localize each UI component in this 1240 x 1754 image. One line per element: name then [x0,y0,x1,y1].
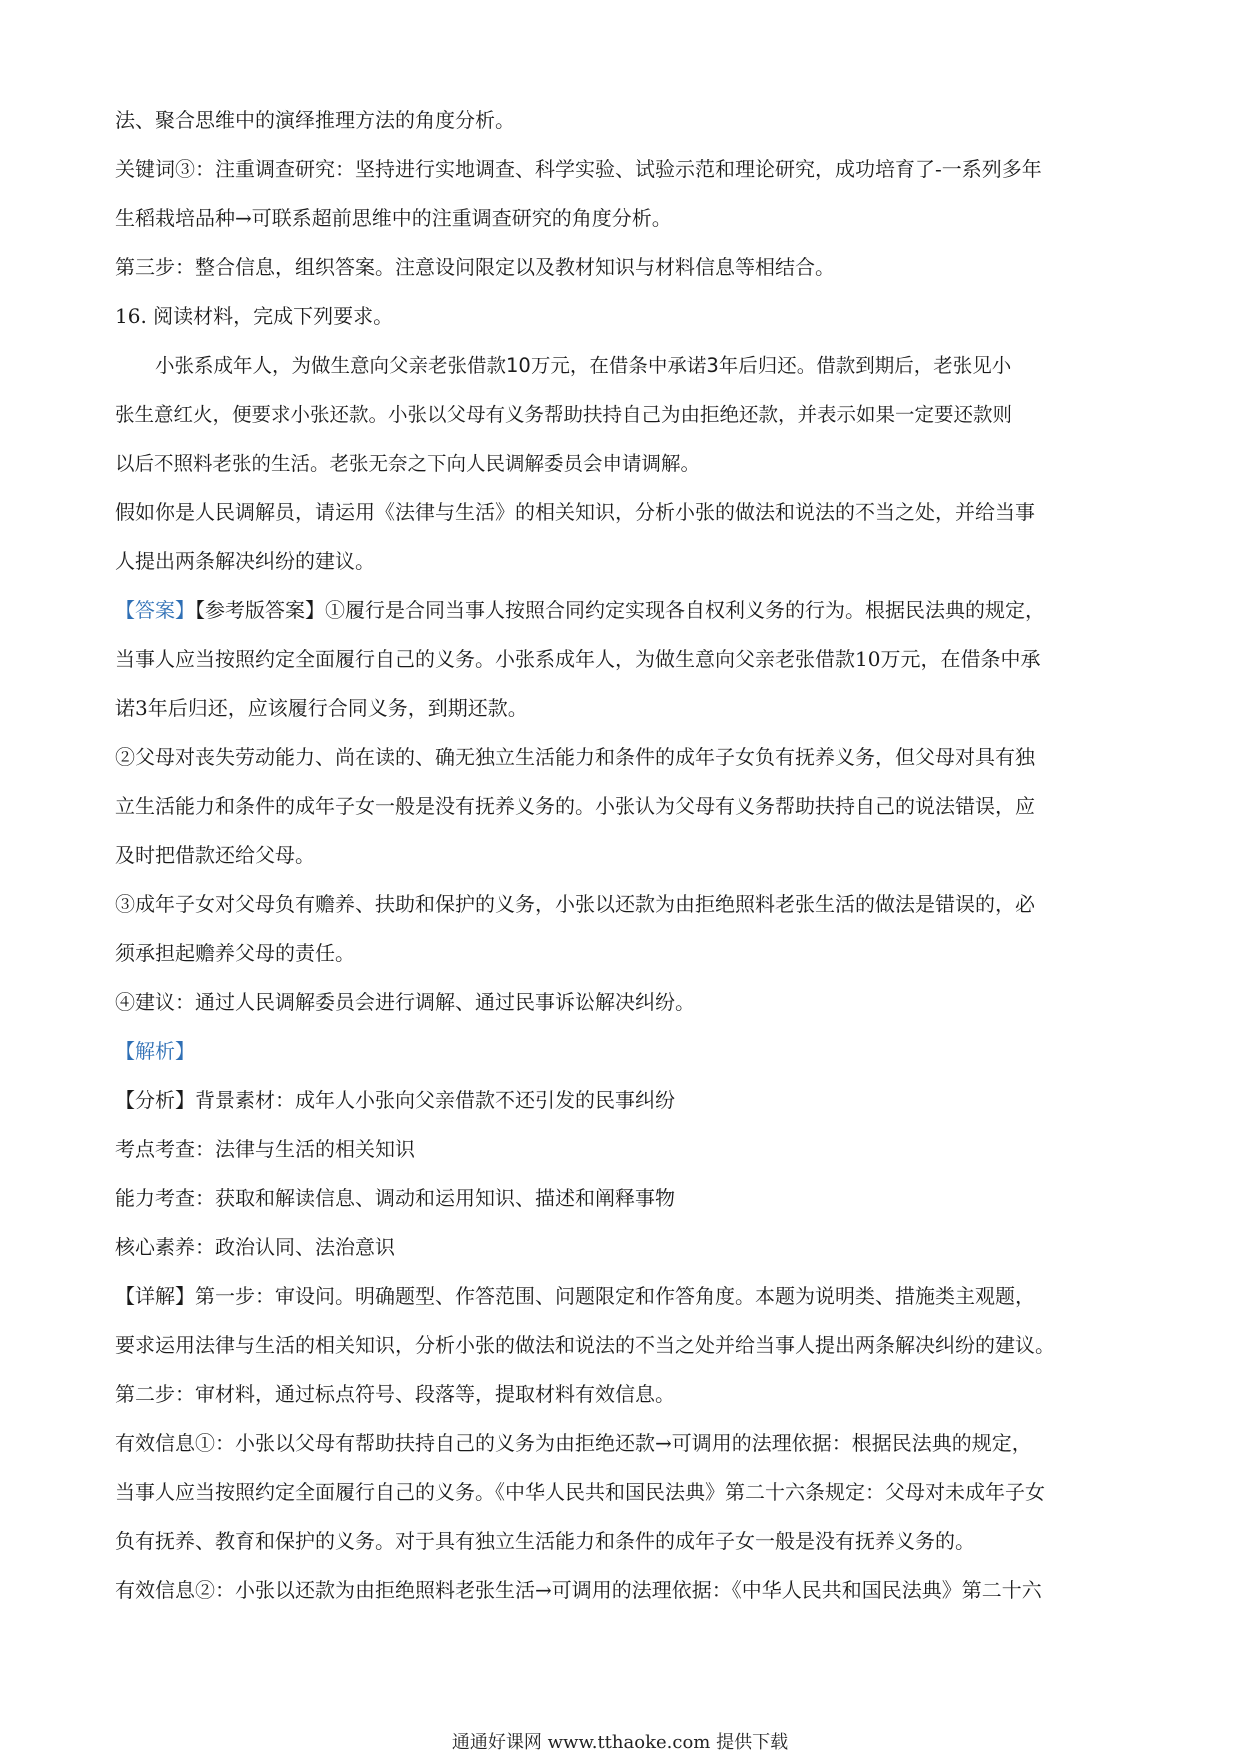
text-line: 关键词③：注重调查研究：坚持进行实地调查、科学实验、试验示范和理论研究，成功培育了-一系列多年 [115,157,1042,181]
text-line: 第三步：整合信息，组织答案。注意设问限定以及教材知识与材料信息等相结合。 [115,255,835,279]
analysis-tag: 【解析】 [115,1039,195,1063]
material-line: 以后不照料老张的生活。老张无奈之下向人民调解委员会申请调解。 [115,452,701,475]
answer-line: ③成年子女对父母负有赡养、扶助和保护的义务，小张以还款为由拒绝照料老张生活的做法是错误的，必 [115,892,1035,916]
detail-line: 第二步：审材料，通过标点符号、段落等，提取材料有效信息。 [115,1382,675,1406]
material-line: 小张系成年人，为做生意向父亲老张借款10万元，在借条中承诺3年后归还。借款到期后，老张见小 [155,354,1012,377]
answer-line: 立生活能力和条件的成年子女一般是没有抚养义务的。小张认为父母有义务帮助扶持自己的说法错误，应 [115,794,1035,818]
analysis-line: 能力考查：获取和解读信息、调动和运用知识、描述和阐释事物 [115,1186,675,1210]
question-number: 16. 阅读材料，完成下列要求。 [115,304,394,328]
detail-line: 【详解】第一步：审设问。明确题型、作答范围、问题限定和作答角度。本题为说明类、措施类主观题， [115,1284,1035,1308]
detail-line: 要求运用法律与生活的相关知识，分析小张的做法和说法的不当之处并给当事人提出两条解决纠纷的建议。 [115,1333,1055,1357]
answer-tag: 【答案】 [115,598,195,622]
document-body [115,96,1135,1615]
answer-line: ②父母对丧失劳动能力、尚在读的、确无独立生活能力和条件的成年子女负有抚养义务，但父母对具有独 [115,745,1035,769]
question-line: 假如你是人民调解员，请运用《法律与生活》的相关知识，分析小张的做法和说法的不当之处，并给当事 [115,500,1035,524]
answer-line: 须承担起赡养父母的责任。 [115,941,355,965]
answer-line: 当事人应当按照约定全面履行自己的义务。小张系成年人，为做生意向父亲老张借款10万元，在借条中承 [115,647,1041,671]
page-footer: 通通好课网 www.tthaoke.com 提供下载 [451,1732,789,1753]
text-line: 法、聚合思维中的演绎推理方法的角度分析。 [115,108,515,132]
question-line: 人提出两条解决纠纷的建议。 [115,549,375,573]
answer-line: ④建议：通过人民调解委员会进行调解、通过民事诉讼解决纠纷。 [115,990,695,1014]
analysis-line: 核心素养：政治认同、法治意识 [115,1235,395,1259]
analysis-line: 考点考查：法律与生活的相关知识 [115,1137,415,1161]
detail-line: 有效信息②：小张以还款为由拒绝照料老张生活→可调用的法理依据：《中华人民共和国民法典》第二十六 [115,1578,1042,1602]
answer-line [115,586,1135,635]
material-line: 张生意红火，便要求小张还款。小张以父母有义务帮助扶持自己为由拒绝还款，并表示如果一定要还款则 [115,403,1013,426]
answer-text: 【参考版答案】①履行是合同当事人按照合同约定实现各自权利义务的行为。根据民法典的规定， [195,598,1045,622]
text-line: 生稻栽培品种→可联系超前思维中的注重调查研究的角度分析。 [115,206,672,230]
detail-line: 有效信息①：小张以父母有帮助扶持自己的义务为由拒绝还款→可调用的法理依据：根据民法典的规定， [115,1431,1032,1455]
answer-line: 诺3年后归还，应该履行合同义务，到期还款。 [115,696,528,720]
detail-line: 负有抚养、教育和保护的义务。对于具有独立生活能力和条件的成年子女一般是没有抚养义务的。 [115,1529,975,1553]
answer-line: 及时把借款还给父母。 [115,843,315,867]
detail-line: 当事人应当按照约定全面履行自己的义务。《中华人民共和国民法典》第二十六条规定：父母对未成年子女 [115,1480,1045,1504]
analysis-line: 【分析】背景素材：成年人小张向父亲借款不还引发的民事纠纷 [115,1088,675,1112]
